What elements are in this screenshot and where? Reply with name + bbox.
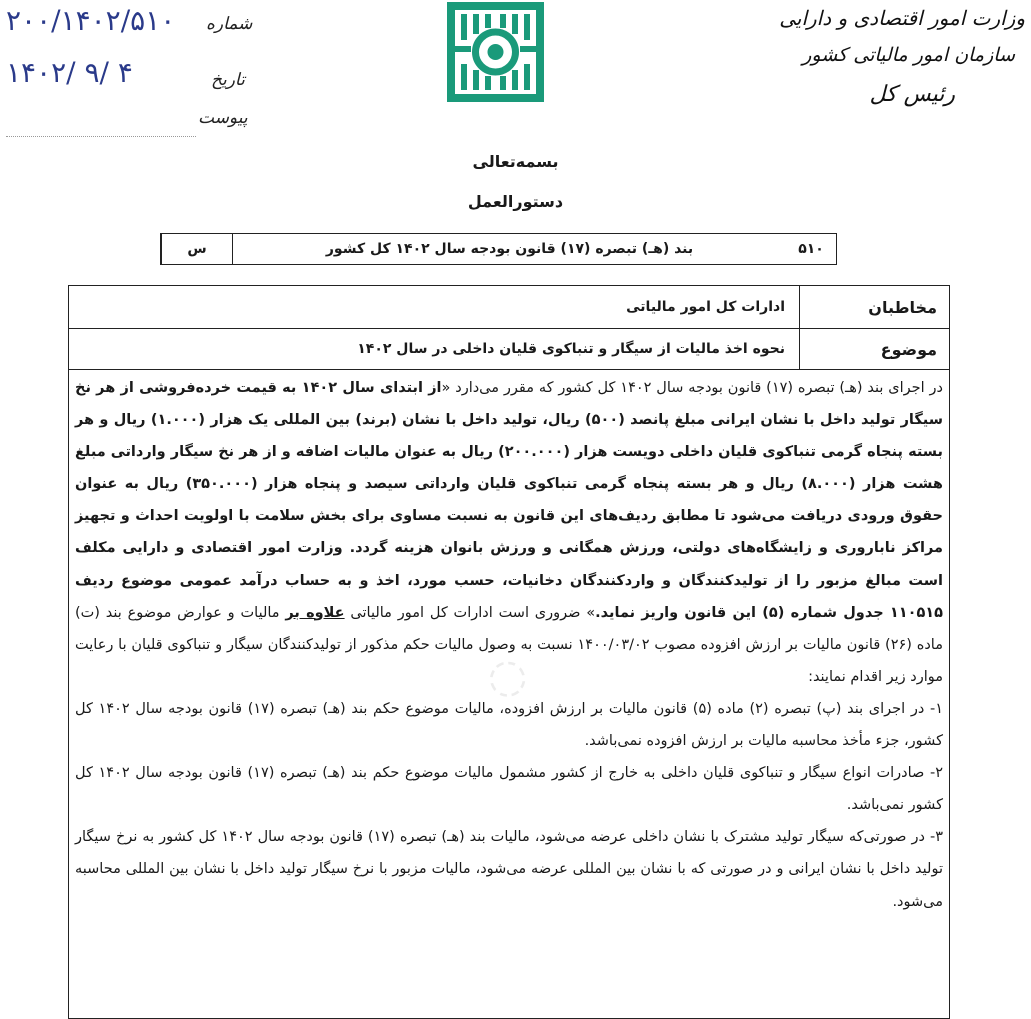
instruction-table: [68, 285, 950, 1019]
recipients-value: ادارات کل امور مالیاتی: [626, 299, 785, 315]
document-type: دستورالعمل: [467, 192, 564, 211]
paragraph-1: [75, 372, 943, 693]
title-box: [160, 233, 837, 265]
ministry-name: وزارت امور اقتصادی و دارایی: [779, 6, 1025, 30]
paragraph-1-intro: در اجرای بند (هـ) تبصره (۱۷) قانون بودجه سال ۱۴۰۲ کل کشور که مقرر می‌دارد «: [441, 380, 943, 396]
quoted-law-text: از ابتدای سال ۱۴۰۲ به قیمت خرده‌فروشی از هر نخ سیگار تولید داخل با نشان ایرانی مبلغ پانصد (۵۰۰) ریال، تولید داخل با نشان (برند) بین المللی یک هزار (۱.۰۰۰) ریال و هر بسته پنجاه گرمی تنباکوی قلیان داخلی دویست هزار (۲۰۰.۰۰۰) ریال به عنوان مالیات اضافه و از هر نخ سیگار وارداتی مبلغ هشت هزار (۸.۰۰۰) ریال و هر بسته پنجاه گرمی تنباکوی قلیان وارداتی سیصد و پنجاه هزار (۳۵۰.۰۰۰) ریال به عنوان حقوق ورودی دریافت می‌شود تا مطابق ردیف‌های این قانون به نسبت مساوی برای بخش سلامت با اولویت احداث و تجهیز مراکز ناباروری و زایشگاه‌های دولتی، ورزش همگانی و ورزش بانوان هزینه گردد. وزارت امور اقتصادی و دارایی مکلف است مبالغ مزبور را از تولیدکنندگان و واردکنندگان دخانیات، حسب مورد، اخذ و به حساب درآمد عمومی موضوع ردیف ۱۱۰۵۱۵ جدول شماره (۵) این قانون واریز نماید.: [75, 380, 944, 621]
organization-name: سازمان امور مالیاتی کشور: [802, 44, 1015, 66]
recipients-label: مخاطبان: [799, 286, 949, 328]
organization-logo: [443, 0, 548, 104]
title-subject: بند (هـ) تبصره (۱۷) قانون بودجه سال ۱۴۰۲ کل کشور: [232, 234, 786, 264]
subject-value: نحوه اخذ مالیات از سیگار و تنباکوی قلیان داخلی در سال ۱۴۰۲: [357, 341, 785, 357]
recipients-row: [69, 286, 949, 329]
instruction-body: [69, 372, 949, 1018]
attachment-line: [6, 136, 196, 137]
paragraph-1-rest-a: » ضروری است ادارات کل امور مالیاتی: [344, 604, 596, 621]
item-3: ۳- در صورتی‌که سیگار تولید مشترک با نشان داخلی عرضه می‌شود، مالیات بند (هـ) تبصره (۱۷) قانون بودجه سال ۱۴۰۲ کل کشور به نرخ سیگار تولید داخل با نشان ایرانی و در صورتی که با نشان بین المللی عرضه می‌شود، مالیات مزبور با نرخ سیگار تولید داخل با نشان بین المللی محاسبه می‌شود.: [75, 829, 943, 910]
head-title: رئیس کل: [869, 82, 955, 107]
basmala: بسمه‌تعالی: [472, 152, 559, 171]
letter-date: ۱۴۰۲/ ۹/ ۴: [6, 56, 133, 89]
item-1: ۱- در اجرای بند (پ) تبصره (۲) ماده (۵) قانون مالیات بر ارزش افزوده، مالیات موضوع حکم بند (هـ) تبصره (۱۷) قانون بودجه سال ۱۴۰۲ کل کشور، جزء مأخذ محاسبه مالیات بر ارزش افزوده نمی‌باشد.: [75, 700, 943, 750]
attachment-label: پیوست: [198, 108, 248, 128]
title-code: ۵۱۰: [798, 241, 824, 257]
letter-number: ۲۰۰/۱۴۰۲/۵۱۰: [6, 4, 176, 37]
subject-row: [69, 329, 949, 370]
title-letter: س: [161, 234, 232, 264]
date-label: تاریخ: [211, 70, 245, 90]
watermark: ◌: [475, 642, 537, 709]
subject-label: موضوع: [799, 329, 949, 369]
paragraph-1-rest-b: مالیات و عوارض موضوع بند (ت) ماده (۲۶) قانون مالیات بر ارزش افزوده مصوب ۱۴۰۰/۰۳/۰۲ نسبت به وصول مالیات حکم مذکور از تولیدکنندگان سیگار و تنباکوی قلیان با رعایت موارد زیر اقدام نمایند:: [75, 604, 943, 685]
item-2: ۲- صادرات انواع سیگار و تنباکوی قلیان داخلی به خارج از کشور مشمول مالیات موضوع حکم بند (هـ) تبصره (۱۷) قانون بودجه سال ۱۴۰۲ کل کشور نمی‌باشد.: [75, 765, 943, 814]
issuer-block: [765, 6, 1025, 107]
number-label: شماره: [206, 14, 253, 34]
emphasis-text: علاوه بر: [285, 604, 345, 621]
